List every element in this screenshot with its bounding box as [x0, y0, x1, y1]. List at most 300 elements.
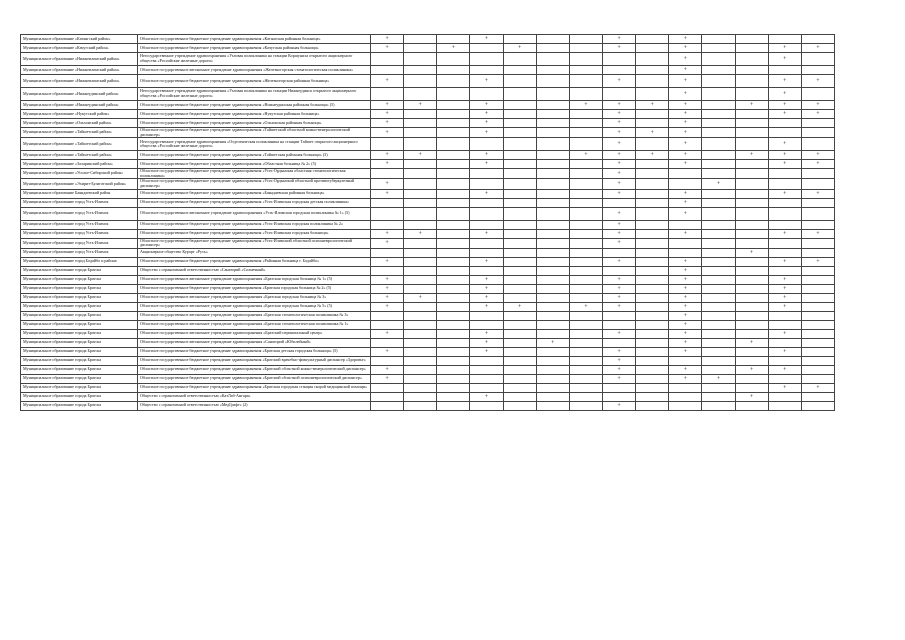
- table-row: [21, 257, 835, 266]
- mark-cell: [735, 302, 768, 311]
- municipality-cell: Муниципальное образование город Усть-Илимск: [21, 248, 138, 257]
- municipality-cell: Муниципальное образование города Братска: [21, 266, 138, 275]
- mark-cell: [801, 88, 834, 101]
- mark-cell: [536, 229, 569, 238]
- mark-cell: [569, 189, 602, 198]
- mark-cell: [470, 220, 503, 229]
- mark-cell: +: [669, 320, 702, 329]
- mark-cell: [569, 220, 602, 229]
- mark-cell: [503, 128, 536, 138]
- mark-cell: [636, 302, 669, 311]
- mark-cell: +: [669, 101, 702, 110]
- mark-cell: [768, 128, 801, 138]
- mark-cell: [437, 229, 470, 238]
- mark-cell: [636, 257, 669, 266]
- mark-cell: [735, 220, 768, 229]
- mark-cell: [569, 248, 602, 257]
- mark-cell: [636, 53, 669, 66]
- mark-cell: +: [602, 35, 635, 44]
- organization-cell: Негосударственное учреждение здравоохранения «Узловая поликлиника на станции Нижнеудинск открытого акционерного общества «Российские железные дороги»: [138, 88, 371, 101]
- medical-organizations-table: [20, 34, 835, 411]
- municipality-cell: Муниципальное образование город Усть-Илимск: [21, 207, 138, 220]
- mark-cell: [801, 284, 834, 293]
- mark-cell: [702, 266, 735, 275]
- mark-cell: [536, 35, 569, 44]
- mark-cell: [702, 229, 735, 238]
- organization-cell: Общество с ограниченной ответственностью «Санаторий «Солнечный»: [138, 266, 371, 275]
- mark-cell: +: [602, 75, 635, 88]
- table-row: [21, 302, 835, 311]
- municipality-cell: Муниципальное образование «Нижнеилимский район»: [21, 66, 138, 75]
- mark-cell: [569, 75, 602, 88]
- mark-cell: [636, 338, 669, 347]
- mark-cell: [768, 374, 801, 383]
- mark-cell: [437, 284, 470, 293]
- mark-cell: [569, 44, 602, 53]
- organization-cell: Областное государственное бюджетное учреждение здравоохранения «Качугская районная больница»: [138, 44, 371, 53]
- mark-cell: +: [801, 110, 834, 119]
- mark-cell: [470, 66, 503, 75]
- mark-cell: [801, 53, 834, 66]
- mark-cell: [536, 329, 569, 338]
- mark-cell: [669, 383, 702, 392]
- mark-cell: +: [768, 151, 801, 160]
- mark-cell: [702, 53, 735, 66]
- mark-cell: [735, 198, 768, 207]
- mark-cell: +: [768, 275, 801, 284]
- mark-cell: [503, 401, 536, 410]
- organization-cell: Областное государственное бюджетное учреждение здравоохранения «Усть-Ордынский областной противотуберкулезный диспансер»: [138, 179, 371, 189]
- mark-cell: [503, 374, 536, 383]
- mark-cell: [768, 119, 801, 128]
- mark-cell: [569, 392, 602, 401]
- mark-cell: [768, 198, 801, 207]
- mark-cell: [470, 383, 503, 392]
- mark-cell: [437, 207, 470, 220]
- mark-cell: [404, 44, 437, 53]
- mark-cell: +: [669, 284, 702, 293]
- mark-cell: [437, 374, 470, 383]
- table-row: [21, 160, 835, 169]
- mark-cell: [702, 189, 735, 198]
- municipality-cell: Муниципальное образование «Нижнеудинский район»: [21, 88, 138, 101]
- mark-cell: [470, 88, 503, 101]
- organization-cell: Областное государственное бюджетное учреждение здравоохранения «Нижнеудинская районная больница» (5): [138, 101, 371, 110]
- mark-cell: +: [470, 229, 503, 238]
- organization-cell: Областное государственное автономное учреждение здравоохранения «Братская городская больница № 5» (5): [138, 302, 371, 311]
- mark-cell: [503, 88, 536, 101]
- mark-cell: [470, 169, 503, 179]
- mark-cell: [636, 266, 669, 275]
- mark-cell: [801, 179, 834, 189]
- mark-cell: +: [371, 179, 404, 189]
- mark-cell: [702, 169, 735, 179]
- mark-cell: [669, 356, 702, 365]
- mark-cell: +: [470, 338, 503, 347]
- table-row: [21, 44, 835, 53]
- mark-cell: [437, 248, 470, 257]
- mark-cell: [735, 320, 768, 329]
- mark-cell: [404, 66, 437, 75]
- mark-cell: +: [636, 101, 669, 110]
- mark-cell: [735, 110, 768, 119]
- mark-cell: [636, 44, 669, 53]
- mark-cell: [503, 138, 536, 151]
- mark-cell: [768, 179, 801, 189]
- mark-cell: [404, 284, 437, 293]
- mark-cell: [503, 189, 536, 198]
- mark-cell: [503, 198, 536, 207]
- mark-cell: [636, 110, 669, 119]
- mark-cell: [569, 347, 602, 356]
- mark-cell: [371, 392, 404, 401]
- municipality-cell: Муниципальное образование «Эхирит-Булагатский район»: [21, 179, 138, 189]
- organization-cell: Областное государственное автономное учреждение здравоохранения «Братская городская больница № 1» (5): [138, 275, 371, 284]
- mark-cell: [702, 138, 735, 151]
- table-row: [21, 220, 835, 229]
- mark-cell: +: [569, 151, 602, 160]
- mark-cell: [636, 179, 669, 189]
- mark-cell: +: [602, 189, 635, 198]
- mark-cell: [503, 220, 536, 229]
- mark-cell: [470, 320, 503, 329]
- mark-cell: +: [702, 374, 735, 383]
- mark-cell: +: [768, 365, 801, 374]
- mark-cell: +: [669, 119, 702, 128]
- organization-cell: Негосударственное учреждение здравоохранения «Отделенческая поликлиника на станции Тайшет открытого акционерного общества «Российские железные дороги»: [138, 138, 371, 151]
- mark-cell: [569, 35, 602, 44]
- mark-cell: +: [801, 151, 834, 160]
- mark-cell: [404, 138, 437, 151]
- mark-cell: [636, 229, 669, 238]
- mark-cell: [404, 275, 437, 284]
- mark-cell: +: [602, 138, 635, 151]
- organization-cell: Областное государственное бюджетное учреждение здравоохранения «Катангская районная больница»: [138, 35, 371, 44]
- mark-cell: [536, 302, 569, 311]
- mark-cell: +: [371, 374, 404, 383]
- mark-cell: [536, 383, 569, 392]
- mark-cell: +: [669, 151, 702, 160]
- mark-cell: +: [602, 347, 635, 356]
- mark-cell: [404, 179, 437, 189]
- mark-cell: [735, 356, 768, 365]
- mark-cell: [437, 320, 470, 329]
- mark-cell: [636, 365, 669, 374]
- mark-cell: [437, 338, 470, 347]
- municipality-cell: Муниципальное образование город Усть-Илимск: [21, 198, 138, 207]
- mark-cell: [437, 160, 470, 169]
- organization-cell: Областное государственное бюджетное учреждение здравоохранения «Железногорская районная больница»: [138, 75, 371, 88]
- table-row: [21, 198, 835, 207]
- mark-cell: [404, 383, 437, 392]
- mark-cell: [536, 66, 569, 75]
- mark-cell: [569, 179, 602, 189]
- table-row: [21, 53, 835, 66]
- mark-cell: +: [371, 238, 404, 248]
- mark-cell: [503, 257, 536, 266]
- mark-cell: [735, 179, 768, 189]
- mark-cell: [636, 88, 669, 101]
- mark-cell: [602, 392, 635, 401]
- municipality-cell: Муниципальное образование город Усть-Илимск: [21, 220, 138, 229]
- mark-cell: +: [602, 401, 635, 410]
- mark-cell: [801, 275, 834, 284]
- mark-cell: [602, 311, 635, 320]
- mark-cell: [404, 356, 437, 365]
- municipality-cell: Муниципальное образование «Нукутский район»: [21, 110, 138, 119]
- mark-cell: [437, 383, 470, 392]
- organization-cell: Областное государственное бюджетное учреждение здравоохранения «Братская городская больница № 2» (5): [138, 284, 371, 293]
- mark-cell: +: [669, 88, 702, 101]
- mark-cell: [503, 338, 536, 347]
- organization-cell: Акционерное общество Курорт «Русь»: [138, 248, 371, 257]
- mark-cell: [371, 356, 404, 365]
- mark-cell: [404, 88, 437, 101]
- mark-cell: +: [669, 160, 702, 169]
- mark-cell: [437, 266, 470, 275]
- mark-cell: [503, 275, 536, 284]
- table-row: [21, 151, 835, 160]
- mark-cell: +: [768, 53, 801, 66]
- municipality-cell: Муниципальное образование города Братска: [21, 356, 138, 365]
- mark-cell: +: [669, 229, 702, 238]
- mark-cell: [735, 66, 768, 75]
- mark-cell: [536, 284, 569, 293]
- municipality-cell: Муниципальное образование «Нижнеудинский район»: [21, 101, 138, 110]
- mark-cell: +: [404, 101, 437, 110]
- municipality-cell: Муниципальное образование города Братска: [21, 401, 138, 410]
- mark-cell: [669, 392, 702, 401]
- mark-cell: +: [669, 198, 702, 207]
- mark-cell: [404, 320, 437, 329]
- mark-cell: [636, 320, 669, 329]
- mark-cell: [470, 374, 503, 383]
- mark-cell: +: [470, 284, 503, 293]
- mark-cell: [735, 293, 768, 302]
- mark-cell: [437, 311, 470, 320]
- mark-cell: [602, 266, 635, 275]
- mark-cell: +: [602, 356, 635, 365]
- mark-cell: [437, 88, 470, 101]
- mark-cell: [569, 275, 602, 284]
- mark-cell: [636, 198, 669, 207]
- mark-cell: +: [669, 347, 702, 356]
- mark-cell: [503, 311, 536, 320]
- mark-cell: [536, 365, 569, 374]
- mark-cell: [768, 311, 801, 320]
- mark-cell: [702, 35, 735, 44]
- mark-cell: [569, 138, 602, 151]
- mark-cell: +: [669, 44, 702, 53]
- mark-cell: [437, 169, 470, 179]
- mark-cell: [569, 293, 602, 302]
- mark-cell: [735, 44, 768, 53]
- mark-cell: [602, 198, 635, 207]
- mark-cell: [437, 401, 470, 410]
- organization-cell: Областное государственное автономное учреждение здравоохранения «Братская стоматологическая поликлиника № 1»: [138, 320, 371, 329]
- municipality-cell: Муниципальное образование город Усть-Илимск: [21, 229, 138, 238]
- mark-cell: [371, 320, 404, 329]
- mark-cell: [768, 320, 801, 329]
- mark-cell: [536, 160, 569, 169]
- mark-cell: [801, 374, 834, 383]
- municipality-cell: Муниципальное образование «Тайшетский район»: [21, 151, 138, 160]
- mark-cell: [702, 128, 735, 138]
- mark-cell: [536, 266, 569, 275]
- mark-cell: [371, 88, 404, 101]
- mark-cell: [768, 248, 801, 257]
- mark-cell: +: [470, 35, 503, 44]
- mark-cell: +: [371, 189, 404, 198]
- mark-cell: +: [602, 128, 635, 138]
- mark-cell: [801, 207, 834, 220]
- mark-cell: +: [371, 119, 404, 128]
- mark-cell: [371, 383, 404, 392]
- mark-cell: [536, 75, 569, 88]
- mark-cell: [404, 311, 437, 320]
- mark-cell: [536, 275, 569, 284]
- mark-cell: [702, 151, 735, 160]
- municipality-cell: Муниципальное образование города Братска: [21, 275, 138, 284]
- municipality-cell: Муниципальное образование города Братска: [21, 365, 138, 374]
- mark-cell: [801, 293, 834, 302]
- municipality-cell: Муниципальное образование города Братска: [21, 320, 138, 329]
- mark-cell: [735, 207, 768, 220]
- mark-cell: [702, 356, 735, 365]
- mark-cell: +: [801, 101, 834, 110]
- organization-cell: Областное государственное бюджетное учреждение здравоохранения «Братская городская станция скорой медицинской помощи»: [138, 383, 371, 392]
- mark-cell: +: [602, 275, 635, 284]
- mark-cell: [702, 392, 735, 401]
- mark-cell: [768, 207, 801, 220]
- mark-cell: [569, 88, 602, 101]
- mark-cell: [801, 248, 834, 257]
- mark-cell: [636, 329, 669, 338]
- mark-cell: [569, 257, 602, 266]
- mark-cell: +: [669, 365, 702, 374]
- organization-cell: Областное государственное автономное учреждение здравоохранения «Усть-Илимская городская поликлиника № 1» (5): [138, 207, 371, 220]
- municipality-cell: Муниципальное образование «Катангский район»: [21, 35, 138, 44]
- mark-cell: [702, 293, 735, 302]
- mark-cell: +: [669, 275, 702, 284]
- mark-cell: +: [371, 329, 404, 338]
- mark-cell: [735, 119, 768, 128]
- mark-cell: [404, 110, 437, 119]
- mark-cell: [735, 257, 768, 266]
- mark-cell: [371, 138, 404, 151]
- mark-cell: [636, 383, 669, 392]
- mark-cell: +: [669, 128, 702, 138]
- mark-cell: [735, 88, 768, 101]
- mark-cell: [371, 338, 404, 347]
- mark-cell: +: [602, 44, 635, 53]
- mark-cell: [569, 356, 602, 365]
- mark-cell: [569, 383, 602, 392]
- mark-cell: +: [602, 374, 635, 383]
- table-row: [21, 66, 835, 75]
- mark-cell: [569, 238, 602, 248]
- mark-cell: [569, 110, 602, 119]
- mark-cell: [636, 169, 669, 179]
- mark-cell: [437, 179, 470, 189]
- mark-cell: [404, 75, 437, 88]
- mark-cell: [669, 238, 702, 248]
- mark-cell: [371, 66, 404, 75]
- mark-cell: [536, 356, 569, 365]
- mark-cell: +: [768, 88, 801, 101]
- mark-cell: [404, 169, 437, 179]
- mark-cell: +: [371, 160, 404, 169]
- mark-cell: [536, 238, 569, 248]
- mark-cell: +: [437, 44, 470, 53]
- organization-cell: Областное государственное бюджетное учреждение здравоохранения «Районная больница г. Бодайбо»: [138, 257, 371, 266]
- mark-cell: [470, 248, 503, 257]
- mark-cell: +: [602, 160, 635, 169]
- mark-cell: +: [602, 101, 635, 110]
- mark-cell: [636, 189, 669, 198]
- mark-cell: [404, 401, 437, 410]
- mark-cell: [404, 207, 437, 220]
- mark-cell: [669, 401, 702, 410]
- municipality-cell: Муниципальное образование город Бодайбо и района: [21, 257, 138, 266]
- mark-cell: [702, 75, 735, 88]
- mark-cell: +: [470, 189, 503, 198]
- mark-cell: [801, 347, 834, 356]
- table-row: [21, 119, 835, 128]
- mark-cell: [735, 383, 768, 392]
- mark-cell: +: [371, 128, 404, 138]
- mark-cell: [371, 220, 404, 229]
- mark-cell: [569, 198, 602, 207]
- mark-cell: [801, 401, 834, 410]
- mark-cell: +: [470, 110, 503, 119]
- mark-cell: +: [768, 75, 801, 88]
- mark-cell: [636, 392, 669, 401]
- mark-cell: +: [801, 383, 834, 392]
- mark-cell: [503, 320, 536, 329]
- mark-cell: +: [371, 44, 404, 53]
- document-page: [20, 34, 835, 411]
- mark-cell: +: [602, 329, 635, 338]
- mark-cell: [636, 248, 669, 257]
- mark-cell: +: [669, 302, 702, 311]
- mark-cell: [569, 266, 602, 275]
- mark-cell: [371, 169, 404, 179]
- mark-cell: [735, 169, 768, 179]
- mark-cell: [569, 207, 602, 220]
- mark-cell: [768, 35, 801, 44]
- mark-cell: [768, 392, 801, 401]
- table-row: [21, 207, 835, 220]
- mark-cell: [437, 128, 470, 138]
- organization-cell: Областное государственное автономное учреждение здравоохранения «Железногорская стоматологическая поликлиника»: [138, 66, 371, 75]
- mark-cell: [503, 119, 536, 128]
- organization-cell: Областное государственное бюджетное учреждение здравоохранения «Усть-Илимская городская поликлиника № 2»: [138, 220, 371, 229]
- mark-cell: [702, 119, 735, 128]
- mark-cell: +: [470, 302, 503, 311]
- mark-cell: [470, 198, 503, 207]
- mark-cell: [404, 53, 437, 66]
- mark-cell: +: [768, 229, 801, 238]
- mark-cell: [569, 128, 602, 138]
- mark-cell: [735, 160, 768, 169]
- mark-cell: +: [768, 383, 801, 392]
- mark-cell: [470, 179, 503, 189]
- mark-cell: [636, 238, 669, 248]
- mark-cell: [569, 311, 602, 320]
- mark-cell: [636, 220, 669, 229]
- mark-cell: +: [669, 293, 702, 302]
